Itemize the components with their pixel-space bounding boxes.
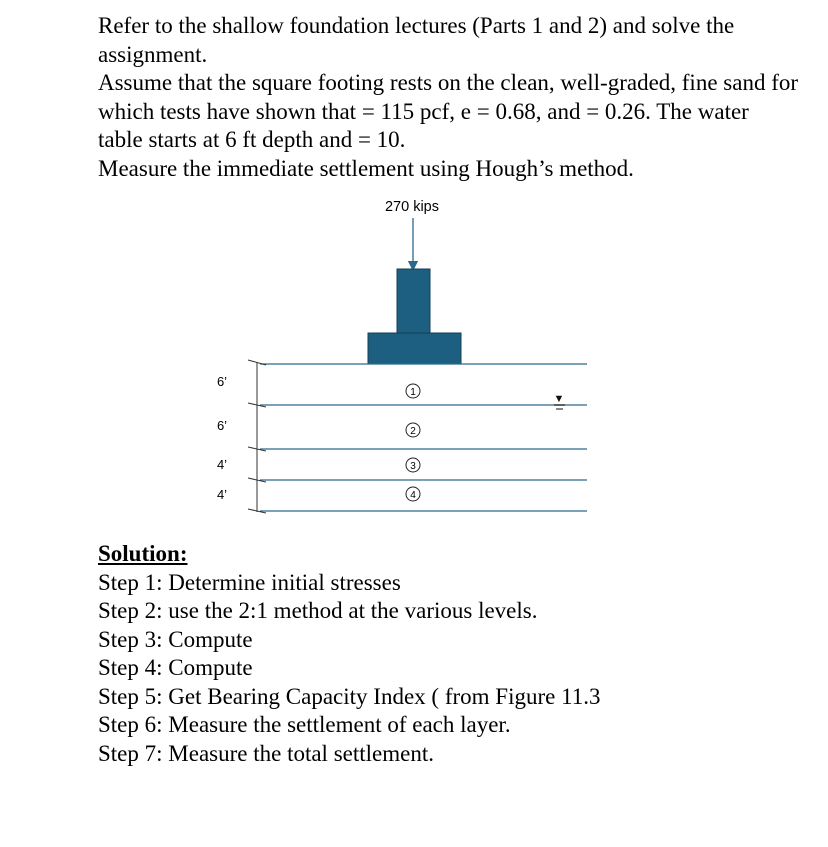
step-6: Step 6: Measure the settlement of each layer. [98,712,511,737]
layer-1-thickness: 6’ [216,374,228,389]
problem-statement [98,12,798,183]
layer-3-marker [406,458,420,472]
footing [368,333,461,364]
load-label: 270 kips [384,199,440,215]
intro-paragraph-1: Refer to the shallow foundation lectures (Parts 1 and 2) and solve the assignment. [98,13,735,67]
step-4: Step 4: Compute [98,655,253,680]
layer-4-marker [406,487,420,501]
intro-paragraph-3: Measure the immediate settlement using Hough’s method. [98,155,634,181]
step-2: Step 2: use the 2:1 method at the various levels. [98,598,538,623]
layer-3-number: 3 [410,461,416,472]
layer-1-marker [406,384,420,398]
water-table-triangle: ▼ [553,393,565,405]
layer-4-thickness: 4’ [216,487,228,502]
step-7: Step 7: Measure the total settlement. [98,740,434,766]
layer-2-thickness: 6’ [216,418,228,433]
step-3: Step 3: Compute [98,626,253,652]
step-1: Step 1: Determine initial stresses [98,569,401,595]
layer-2-marker [406,423,420,437]
step-5: Step 5: Get Bearing Capacity Index ( from Figure 11.3 [98,683,601,709]
solution-heading: Solution: [98,541,188,566]
layer-2-number: 2 [410,426,416,437]
column [397,269,430,334]
intro-paragraph-2: Assume that the square footing rests on the clean, well-graded, fine sand for which tests have shown that = 115 pcf, e = 0.68, and = 0.26. The water table starts at 6 ft depth and = 10. [98,70,799,152]
dimension-lines [248,360,266,513]
layer-4-number: 4 [410,490,416,501]
layer-3-thickness: 4’ [216,457,228,472]
water-table-icon [554,393,565,409]
solution-section [98,540,798,768]
layer-1-number: 1 [410,387,416,398]
